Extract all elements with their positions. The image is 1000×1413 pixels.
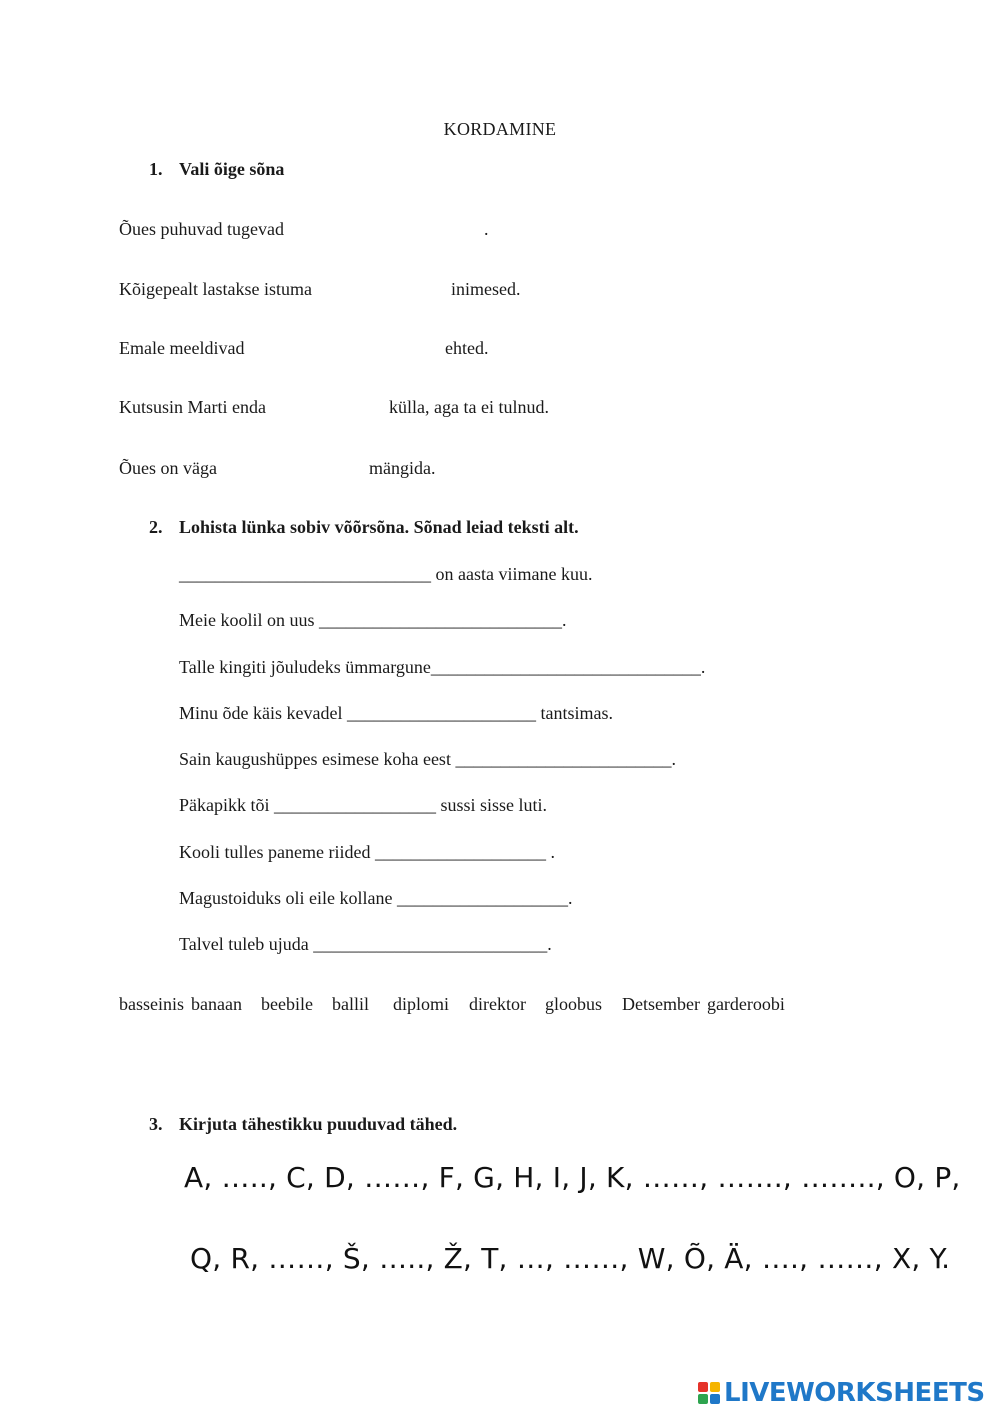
word-bank-item[interactable]: gloobus xyxy=(544,994,602,1014)
section-2-title: Lohista lünka sobiv võõrsõna. Sõnad leiad teksti alt. xyxy=(179,517,579,537)
word-bank-item[interactable]: direktor xyxy=(468,994,526,1014)
s1-sentence-2-after: inimesed. xyxy=(451,279,521,299)
s1-sentence-5-before: Õues on väga xyxy=(119,458,217,478)
s1-sentence-1-after: . xyxy=(484,219,489,239)
word-bank-item[interactable]: Detsember xyxy=(621,994,700,1014)
alphabet-line-1[interactable]: A, ….., C, D, ……, F, G, H, I, J, K, ……, ……., …….., O, P, xyxy=(184,1161,961,1194)
s1-sentence-1-before: Õues puhuvad tugevad xyxy=(119,219,284,239)
section-1-heading xyxy=(149,159,284,180)
s1-sentence-4-before: Kutsusin Marti enda xyxy=(119,397,266,417)
s1-dropdown-4[interactable] xyxy=(292,392,382,420)
s1-dropdown-3[interactable] xyxy=(270,333,435,361)
liveworksheets-logo xyxy=(698,1376,985,1410)
section-1-number: 1. xyxy=(149,159,163,179)
s2-sentence-2[interactable]: Meie koolil on uus ___________________________. xyxy=(179,610,567,630)
s1-sentence-3-after: ehted. xyxy=(445,338,489,358)
word-bank-item[interactable]: basseinis xyxy=(119,994,184,1014)
s1-sentence-5-after: mängida. xyxy=(369,458,436,478)
word-bank-item[interactable]: ballil xyxy=(331,994,369,1014)
s1-dropdown-1[interactable] xyxy=(320,214,470,242)
section-3-number: 3. xyxy=(149,1114,163,1134)
s1-sentence-1 xyxy=(119,219,284,240)
word-bank-item[interactable]: beebile xyxy=(260,994,313,1014)
s2-sentence-7[interactable]: Kooli tulles paneme riided ___________________ . xyxy=(179,842,555,862)
s2-sentence-5[interactable]: Sain kaugushüppes esimese koha eest ________________________. xyxy=(179,749,676,769)
alphabet-line-2[interactable]: Q, R, ……, Š, ….., Ž, T, …, ……, W, Õ, Ä, …., ……, X, Y. xyxy=(190,1242,951,1275)
s1-dropdown-5[interactable] xyxy=(236,453,361,481)
section-2-heading xyxy=(149,517,579,538)
section-1-title: Vali õige sõna xyxy=(179,159,285,179)
s2-sentence-8[interactable]: Magustoiduks oli eile kollane ___________________. xyxy=(179,888,573,908)
s2-sentence-6[interactable]: Päkapikk tõi __________________ sussi sisse luti. xyxy=(179,795,548,815)
s2-sentence-9[interactable]: Talvel tuleb ujuda __________________________. xyxy=(179,934,552,954)
word-bank-item[interactable]: garderoobi xyxy=(706,994,785,1014)
logo-text: LIVEWORKSHEETS xyxy=(724,1378,985,1408)
logo-mark-icon xyxy=(698,1382,720,1404)
s2-sentence-4[interactable]: Minu õde käis kevadel _____________________ tantsimas. xyxy=(179,703,613,723)
word-bank xyxy=(119,994,785,1015)
s2-sentence-3[interactable]: Talle kingiti jõuludeks ümmargune______________________________. xyxy=(179,657,706,677)
section-3-heading xyxy=(149,1114,457,1135)
s1-sentence-4-after: külla, aga ta ei tulnud. xyxy=(389,397,549,417)
s1-sentence-3-before: Emale meeldivad xyxy=(119,338,245,358)
s1-dropdown-2[interactable] xyxy=(345,274,440,302)
s2-sentence-1[interactable]: ____________________________ on aasta viimane kuu. xyxy=(179,564,593,584)
s1-sentence-2-before: Kõigepealt lastakse istuma xyxy=(119,279,312,299)
section-3-title: Kirjuta tähestikku puuduvad tähed. xyxy=(179,1114,458,1134)
section-2-number: 2. xyxy=(149,517,163,537)
word-bank-item[interactable]: diplomi xyxy=(392,994,449,1014)
page-title: KORDAMINE xyxy=(443,119,557,139)
word-bank-item[interactable]: banaan xyxy=(191,994,242,1014)
